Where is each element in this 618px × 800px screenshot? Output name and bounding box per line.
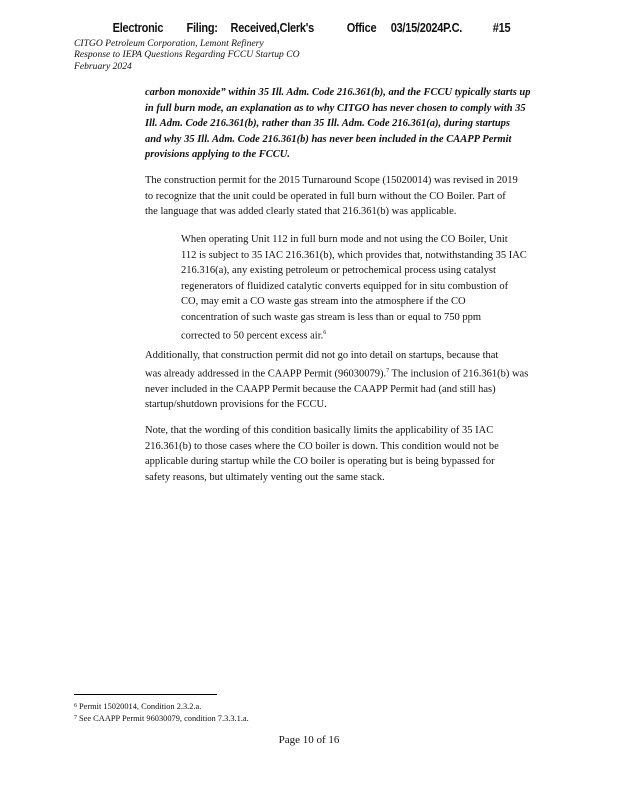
paragraph-construction-permit <box>145 173 565 220</box>
quote-line: regenerators of fluidized catalytic converts equipped for in situ combustion of <box>181 280 509 292</box>
quote-line <box>181 326 527 344</box>
footnote-text: See CAAPP Permit 96030079, condition 7.3.3.1.a. <box>79 714 249 723</box>
paragraph-line: applicable during startup while the CO boiler is operating but is being bypassed for <box>145 456 495 468</box>
stamp-electronic: Electronic <box>112 21 164 35</box>
quote-line: 216.316(a), any existing petroleum or petrochemical process using catalyst <box>181 265 496 277</box>
running-header <box>74 38 300 72</box>
paragraph-line: startup/shutdown provisions for the FCCU. <box>145 399 327 411</box>
quote-line: concentration of such waste gas stream is less than or equal to 750 ppm <box>181 311 482 323</box>
footnote-6 <box>74 701 201 712</box>
question-line: carbon monoxide” within 35 Ill. Adm. Code 216.361(b), and the FCCU typically starts up <box>145 87 531 98</box>
stamp-filing: Filing: <box>186 21 218 35</box>
footnote-number: 6 <box>74 703 77 709</box>
paragraph-line: never included in the CAAPP Permit because the CAAPP Permit had (and still has) <box>145 383 496 395</box>
quote-last-text: corrected to 50 percent excess air. <box>181 330 324 342</box>
quote-line: CO, may emit a CO waste gas stream into the atmosphere if the CO <box>181 296 466 308</box>
question-line: in full burn mode, an explanation as to why CITGO has never chosen to comply with 35 <box>145 102 526 114</box>
paragraph-line: safety reasons, but ultimately venting out the same stack. <box>145 471 385 483</box>
paragraph-note <box>145 423 565 485</box>
footnote-ref-7[interactable]: 7 <box>386 367 390 374</box>
question-line: provisions applying to the FCCU. <box>145 149 290 161</box>
stamp-date: 03/15/2024P.C. <box>390 21 463 35</box>
paragraph-line: 216.361(b) to those cases where the CO boiler is down. This condition would not be <box>145 440 499 452</box>
page-number: Page 10 of 16 <box>278 734 340 746</box>
stamp-number: #15 <box>492 21 511 35</box>
paragraph-startups <box>145 348 565 413</box>
paragraph-line: Note, that the wording of this condition basically limits the applicability of 35 IAC <box>145 425 494 436</box>
paragraph-line <box>145 364 565 382</box>
quote-line: 112 is subject to 35 IAC 216.361(b), which provides that, notwithstanding 35 IAC <box>181 249 527 261</box>
block-quote <box>181 232 527 344</box>
footnote-divider <box>74 694 217 695</box>
stamp-received: Received,Clerk's <box>230 21 314 35</box>
question-text <box>145 85 565 163</box>
footnote-ref-6[interactable]: 6 <box>323 329 327 336</box>
filing-stamp <box>0 21 544 37</box>
header-company: CITGO Petroleum Corporation, Lemont Refinery <box>74 38 264 49</box>
quote-line: When operating Unit 112 in full burn mode and not using the CO Boiler, Unit <box>181 234 508 245</box>
footnote-7 <box>74 713 249 724</box>
paragraph-line: The construction permit for the 2015 Turnaround Scope (15020014) was revised in 2019 <box>145 175 518 186</box>
question-line: Ill. Adm. Code 216.361(b), rather than 35 Ill. Adm. Code 216.361(a), during startups <box>145 118 511 130</box>
paragraph-line: Additionally, that construction permit did not go into detail on startups, because that <box>145 350 499 361</box>
header-subject: Response to IEPA Questions Regarding FCCU Startup CO <box>74 49 300 61</box>
paragraph-line: to recognize that the unit could be operated in full burn without the CO Boiler. Part of <box>145 190 506 202</box>
footnote-number: 7 <box>74 715 77 721</box>
stamp-office: Office <box>346 21 377 35</box>
footnote-text: Permit 15020014, Condition 2.3.2.a. <box>79 702 202 711</box>
header-date: February 2024 <box>74 60 132 72</box>
para2-text-b: The inclusion of 216.361(b) was <box>389 368 529 380</box>
paragraph-line: the language that was added clearly stated that 216.361(b) was applicable. <box>145 206 457 218</box>
para2-text-a: was already addressed in the CAAPP Permit (96030079). <box>145 368 387 380</box>
question-line: and why 35 Ill. Adm. Code 216.361(b) has never been included in the CAAPP Permit <box>145 133 512 145</box>
